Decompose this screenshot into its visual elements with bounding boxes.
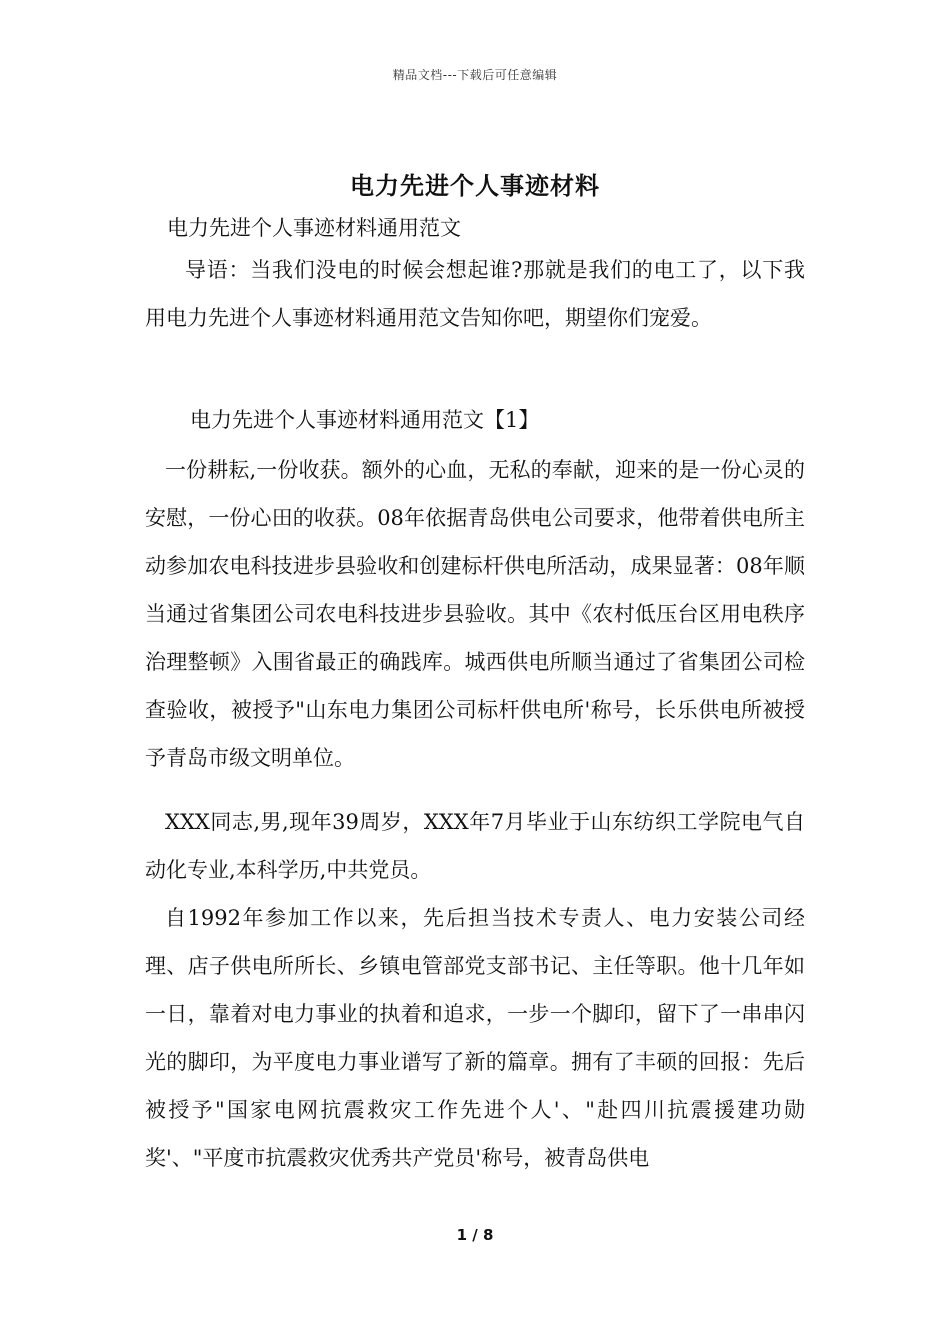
body-paragraph-3: 自1992年参加工作以来，先后担当技术专责人、电力安装公司经理、店子供电所所长、乡镇电管部党支部书记、主任等职。他十几年如一日，靠着对电力事业的执着和追求，一步一个脚印，留下了一串串闪光的脚印，为平度电力事业谱写了新的篇章。拥有了丰硕的回报：先后被授予"国家电网抗震救灾工作先进个人'、"赴四川抗震援建功勋奖'、"平度市抗震救灾优秀共产党员'称号，被青岛供电 [145,906,805,1170]
document-subtitle: 电力先进个人事迹材料通用范文 [167,216,461,240]
page-number: 1 / 8 [456,1226,494,1244]
page-header: 精品文档---下载后可任意编辑 [392,68,558,82]
section-heading: 电力先进个人事迹材料通用范文【1】 [190,408,540,432]
document-title: 电力先进个人事迹材料 [350,171,600,201]
intro-paragraph: 导语：当我们没电的时候会想起谁?那就是我们的电工了，以下我用电力先进个人事迹材料通用范文告知你吧，期望你们宠爱。 [145,258,805,330]
body-paragraph-1: 一份耕耘,一份收获。额外的心血，无私的奉献，迎来的是一份心灵的安慰，一份心田的收获。08年依据青岛供电公司要求，他带着供电所主动参加农电科技进步县验收和创建标杆供电所活动，成果显著：08年顺当通过省集团公司农电科技进步县验收。其中《农村低压台区用电秩序治理整顿》入围省最正的确践库。城西供电所顺当通过了省集团公司检查验收，被授予"山东电力集团公司标杆供电所'称号，长乐供电所被授予青岛市级文明单位。 [145,458,805,770]
body-paragraph-2: XXX同志,男,现年39周岁，XXX年7月毕业于山东纺织工学院电气自动化专业,本科学历,中共党员。 [145,810,805,882]
